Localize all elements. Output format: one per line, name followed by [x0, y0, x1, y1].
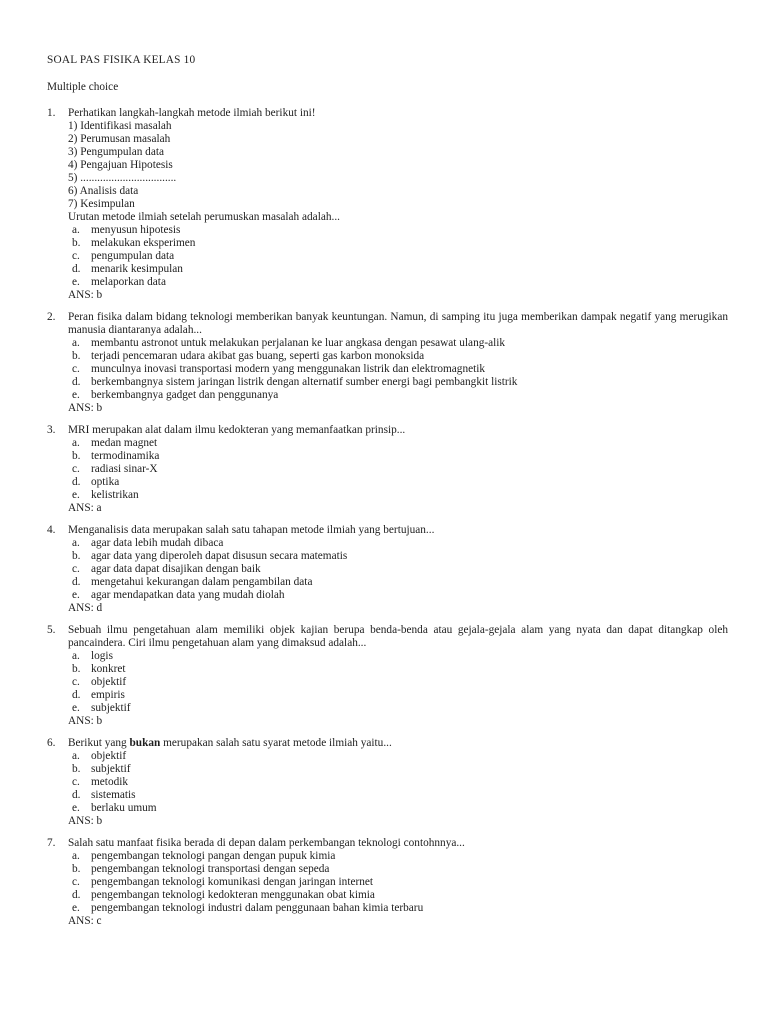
option-letter: c. [72, 463, 80, 475]
answer-option [68, 702, 728, 715]
option-text: mengetahui kekurangan dalam pengambilan data [91, 576, 313, 588]
question-step: 2) Perumusan masalah [68, 133, 171, 145]
answer-option [68, 776, 728, 789]
question-step: 4) Pengajuan Hipotesis [68, 159, 173, 171]
option-text: optika [91, 476, 120, 488]
answer-option [68, 802, 728, 815]
option-letter: a. [72, 650, 80, 662]
question-body [68, 107, 728, 302]
option-letter: e. [72, 589, 80, 601]
option-letter: e. [72, 802, 80, 814]
question-number: 5. [47, 624, 56, 636]
answer-option [68, 550, 728, 563]
option-text: subjektif [91, 763, 131, 775]
option-text: pengembangan teknologi pangan dengan pupuk kimia [91, 850, 336, 862]
option-letter: d. [72, 476, 81, 488]
option-text: kelistrikan [91, 489, 139, 501]
answer-key: ANS: b [68, 715, 103, 727]
document-title: SOAL PAS FISIKA KELAS 10 [47, 54, 196, 66]
option-text: pengembangan teknologi industri dalam penggunaan bahan kimia terbaru [91, 902, 424, 914]
question [47, 424, 728, 515]
question-stem [68, 524, 728, 537]
answer-option [68, 589, 728, 602]
question-number: 2. [47, 311, 56, 323]
answer-option [68, 576, 728, 589]
option-letter: a. [72, 750, 80, 762]
option-letter: d. [72, 576, 81, 588]
question-step: 5) .................................. [68, 172, 177, 184]
question-number: 6. [47, 737, 56, 749]
answer-option [68, 763, 728, 776]
answer-key: ANS: d [68, 602, 103, 614]
question-body [68, 837, 728, 928]
question-stem [68, 624, 728, 650]
option-text: menyusun hipotesis [91, 224, 181, 236]
answer-option [68, 689, 728, 702]
option-letter: e. [72, 276, 80, 288]
question [47, 837, 728, 928]
answer-option [68, 863, 728, 876]
option-letter: b. [72, 763, 81, 775]
answer-option [68, 476, 728, 489]
option-text: pengembangan teknologi kedokteran menggunakan obat kimia [91, 889, 375, 901]
answer-key: ANS: b [68, 289, 103, 301]
option-letter: d. [72, 376, 81, 388]
answer-key: ANS: b [68, 402, 103, 414]
question-body [68, 424, 728, 515]
option-letter: c. [72, 776, 80, 788]
question [47, 624, 728, 728]
answer-option [68, 463, 728, 476]
question-step: 3) Pengumpulan data [68, 146, 165, 158]
question-step: 1) Identifikasi masalah [68, 120, 172, 132]
question-number: 3. [47, 424, 56, 436]
option-text: munculnya inovasi transportasi modern yang menggunakan listrik dan elektromagnetik [91, 363, 486, 375]
question-stem-text: Sebuah ilmu pengetahuan alam memiliki objek kajian berupa benda-benda atau gejala-gejala alam yang nyata dan dapat ditangkap oleh pancaindera. Ciri ilmu pengetahuan alam yang dimaksud adalah... [68, 624, 728, 649]
question-body [68, 624, 728, 728]
option-text: agar data yang diperoleh dapat disusun secara matematis [91, 550, 348, 562]
answer-option [68, 237, 728, 250]
answer-option [68, 250, 728, 263]
answer-key: ANS: b [68, 815, 103, 827]
question [47, 107, 728, 302]
option-text: radiasi sinar-X [91, 463, 158, 475]
option-text: pengembangan teknologi komunikasi dengan jaringan internet [91, 876, 374, 888]
question-step: 7) Kesimpulan [68, 198, 135, 210]
option-text: objektif [91, 750, 127, 762]
option-text: agar mendapatkan data yang mudah diolah [91, 589, 285, 601]
answer-option [68, 376, 728, 389]
answer-option [68, 663, 728, 676]
option-letter: e. [72, 489, 80, 501]
option-letter: b. [72, 450, 81, 462]
answer-option [68, 650, 728, 663]
option-text: pengembangan teknologi transportasi dengan sepeda [91, 863, 330, 875]
question-list [47, 107, 728, 928]
option-letter: d. [72, 789, 81, 801]
option-text: berlaku umum [91, 802, 157, 814]
answer-option [68, 337, 728, 350]
option-letter: d. [72, 889, 81, 901]
option-letter: a. [72, 224, 80, 236]
option-letter: b. [72, 550, 81, 562]
option-text: pengumpulan data [91, 250, 175, 262]
option-text: empiris [91, 689, 125, 701]
option-letter: c. [72, 876, 80, 888]
option-text: termodinamika [91, 450, 160, 462]
option-letter: a. [72, 337, 80, 349]
option-letter: e. [72, 702, 80, 714]
option-text: berkembangnya sistem jaringan listrik dengan alternatif sumber energi bagi pembangkit listrik [91, 376, 518, 388]
option-text: melaporkan data [91, 276, 166, 288]
option-letter: b. [72, 237, 81, 249]
question-stem [68, 311, 728, 337]
question-body [68, 737, 728, 828]
option-letter: c. [72, 363, 80, 375]
answer-option [68, 750, 728, 763]
option-letter: b. [72, 863, 81, 875]
answer-key: ANS: c [68, 915, 102, 927]
answer-option [68, 363, 728, 376]
answer-option [68, 489, 728, 502]
answer-option [68, 563, 728, 576]
question [47, 524, 728, 615]
option-text: terjadi pencemaran udara akibat gas buang, seperti gas karbon monoksida [91, 350, 425, 362]
question-body [68, 311, 728, 415]
answer-option [68, 676, 728, 689]
question-stem-bold-text: bukan [129, 737, 161, 749]
answer-option [68, 850, 728, 863]
option-text: objektif [91, 676, 127, 688]
question-stem-text: Perhatikan langkah-langkah metode ilmiah berikut ini! [68, 107, 316, 119]
option-letter: b. [72, 663, 81, 675]
question-stem [68, 107, 728, 120]
option-text: medan magnet [91, 437, 158, 449]
answer-option [68, 389, 728, 402]
question-stem-text: Menganalisis data merupakan salah satu tahapan metode ilmiah yang bertujuan... [68, 524, 435, 536]
answer-option [68, 537, 728, 550]
question [47, 311, 728, 415]
answer-option [68, 224, 728, 237]
question-stem-text: Berikut yang [68, 737, 130, 749]
answer-option [68, 350, 728, 363]
answer-key: ANS: a [68, 502, 102, 514]
answer-option [68, 789, 728, 802]
option-text: menarik kesimpulan [91, 263, 183, 275]
question-number: 7. [47, 837, 56, 849]
option-letter: a. [72, 537, 80, 549]
question-body [68, 524, 728, 615]
answer-option [68, 263, 728, 276]
option-letter: d. [72, 263, 81, 275]
answer-option [68, 276, 728, 289]
section-heading: Multiple choice [47, 81, 119, 93]
answer-option [68, 450, 728, 463]
question-stem-text: MRI merupakan alat dalam ilmu kedokteran yang memanfaatkan prinsip... [68, 424, 406, 436]
option-text: membantu astronot untuk melakukan perjalanan ke luar angkasa dengan pesawat ulang-alik [91, 337, 506, 349]
question-stem-text: merupakan salah satu syarat metode ilmiah yaitu... [160, 737, 392, 749]
option-letter: c. [72, 563, 80, 575]
option-letter: a. [72, 437, 80, 449]
option-text: berkembangnya gadget dan penggunanya [91, 389, 279, 401]
option-text: melakukan eksperimen [91, 237, 196, 249]
answer-option [68, 437, 728, 450]
question-number: 4. [47, 524, 56, 536]
question-stem [68, 737, 728, 750]
answer-option [68, 876, 728, 889]
question-stem-continued: Urutan metode ilmiah setelah perumuskan masalah adalah... [68, 211, 340, 223]
option-letter: e. [72, 902, 80, 914]
option-letter: c. [72, 676, 80, 688]
option-text: konkret [91, 663, 126, 675]
question-stem-text: Salah satu manfaat fisika berada di depan dalam perkembangan teknologi contohnnya... [68, 837, 465, 849]
option-letter: a. [72, 850, 80, 862]
option-text: agar data dapat disajikan dengan baik [91, 563, 261, 575]
option-text: logis [91, 650, 113, 662]
option-letter: c. [72, 250, 80, 262]
option-letter: d. [72, 689, 81, 701]
answer-option [68, 902, 728, 915]
option-letter: b. [72, 350, 81, 362]
option-text: sistematis [91, 789, 136, 801]
option-text: agar data lebih mudah dibaca [91, 537, 224, 549]
question-stem-text: Peran fisika dalam bidang teknologi memberikan banyak keuntungan. Namun, di samping itu juga memberikan dampak negatif yang merugikan manusia diantaranya adalah... [68, 311, 728, 336]
question-number: 1. [47, 107, 56, 119]
question [47, 737, 728, 828]
question-stem [68, 837, 728, 850]
question-stem [68, 424, 728, 437]
question-step: 6) Analisis data [68, 185, 139, 197]
option-text: subjektif [91, 702, 131, 714]
option-letter: e. [72, 389, 80, 401]
option-text: metodik [91, 776, 129, 788]
answer-option [68, 889, 728, 902]
